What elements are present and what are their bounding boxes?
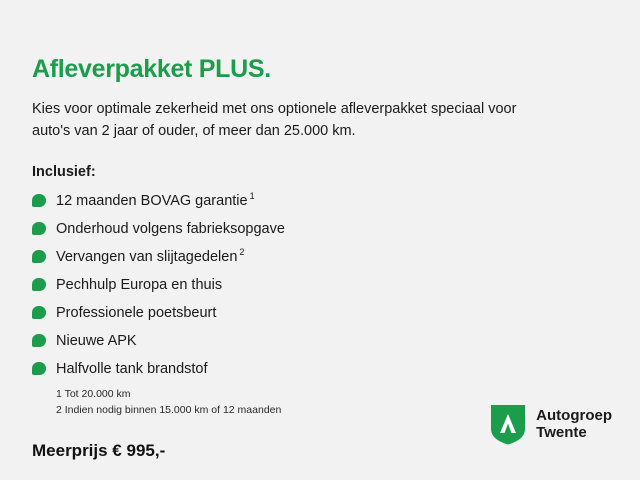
list-item: [32, 358, 616, 380]
leaf-bullet-icon: [32, 194, 46, 207]
feature-label: Pechhulp Europa en thuis: [56, 276, 223, 293]
leaf-bullet-icon: [32, 362, 46, 375]
leaf-bullet-icon: [32, 278, 46, 291]
features-list: [32, 190, 616, 379]
brand-name-line2: Twente: [536, 424, 587, 441]
shield-icon: [489, 402, 527, 446]
footnote-marker: 2: [239, 247, 245, 258]
leaf-bullet-icon: [32, 250, 46, 263]
includes-label: Inclusief:: [32, 164, 96, 181]
list-item: [32, 246, 616, 268]
list-item: [32, 218, 616, 240]
list-item: [32, 330, 616, 352]
brand-name-line1: Autogroep: [536, 406, 612, 424]
brand-logo: [489, 402, 612, 446]
feature-label: Halfvolle tank brandstof: [56, 360, 208, 377]
card-content: [32, 56, 616, 461]
intro-text: Kies voor optimale zekerheid met ons optionele afleverpakket speciaal voor auto's van 2 jaar of ouder, of meer dan 25.000 km.: [32, 100, 517, 139]
feature-label: Onderhoud volgens fabrieksopgave: [56, 221, 285, 238]
feature-label: Vervangen van slijtagedelen: [56, 248, 238, 265]
footnote-marker: 1: [249, 191, 255, 202]
list-item: [32, 274, 616, 296]
footnote-1: 1 Tot 20.000 km: [56, 388, 131, 401]
feature-label: 12 maanden BOVAG garantie: [56, 193, 248, 210]
page-title: Afleverpakket PLUS.: [32, 55, 271, 83]
brand-name: [536, 407, 612, 442]
footnote-2: 2 Indien nodig binnen 15.000 km of 12 maanden: [56, 404, 282, 417]
feature-label: Professionele poetsbeurt: [56, 304, 217, 321]
price-text: Meerprijs € 995,-: [32, 440, 166, 460]
feature-label: Nieuwe APK: [56, 332, 137, 349]
leaf-bullet-icon: [32, 334, 46, 347]
list-item: [32, 190, 616, 212]
leaf-bullet-icon: [32, 306, 46, 319]
leaf-bullet-icon: [32, 222, 46, 235]
list-item: [32, 302, 616, 324]
